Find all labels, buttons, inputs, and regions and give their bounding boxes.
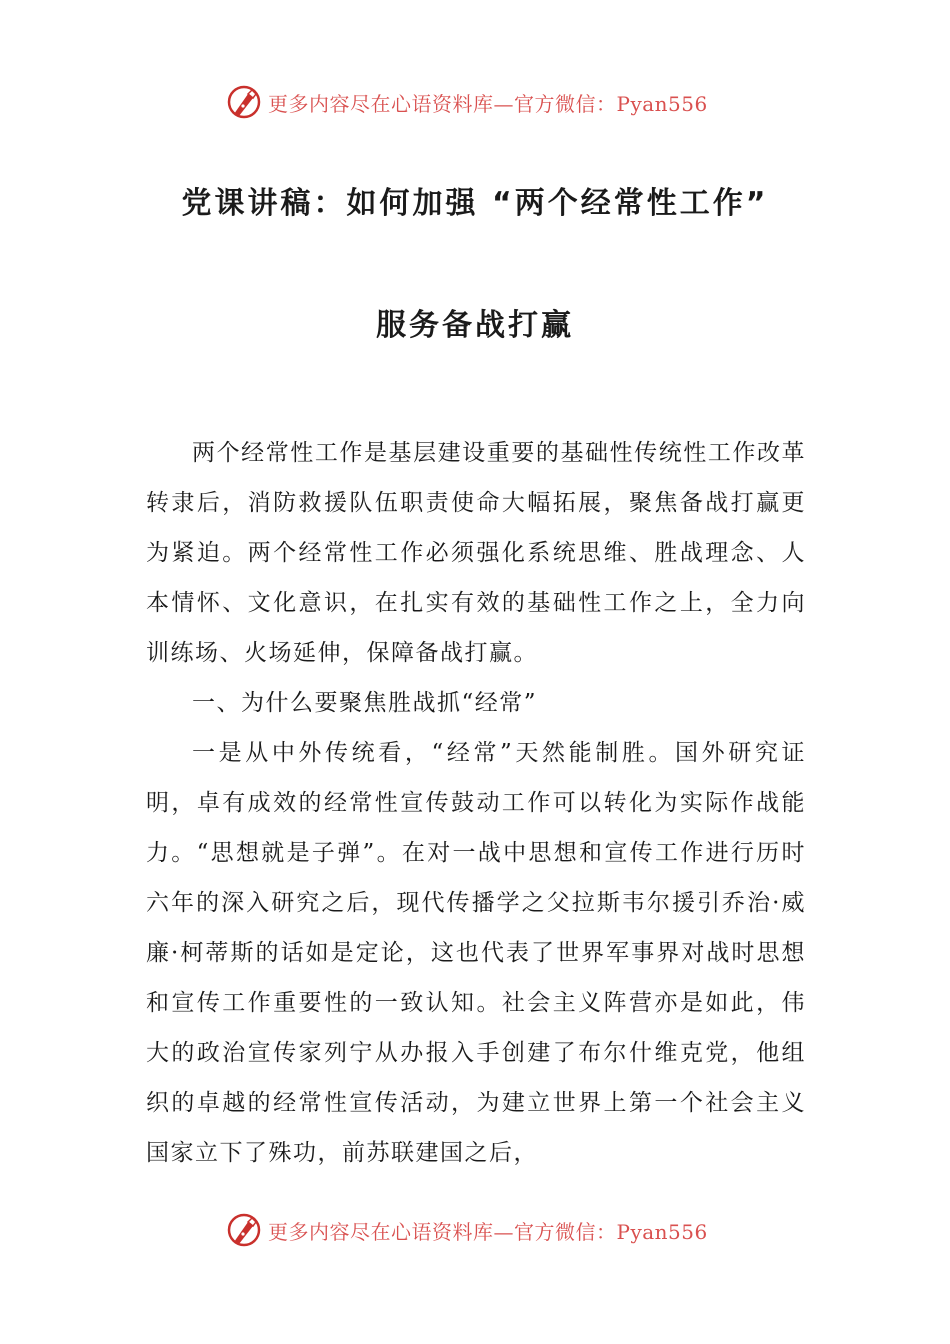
header-watermark-text: 更多内容尽在心语资料库—官方微信：Pyan556 bbox=[268, 91, 708, 116]
page-title-line2: 服务备战打赢 bbox=[376, 308, 574, 343]
footer-watermark-text: 更多内容尽在心语资料库—官方微信：Pyan556 bbox=[268, 1219, 708, 1244]
pen-nib-logo-icon bbox=[226, 84, 262, 120]
paragraph-intro: 两个经常性工作是基层建设重要的基础性传统性工作改革转隶后，消防救援队伍职责使命大幅拓展，聚焦备战打赢更为紧迫。两个经常性工作必须强化系统思维、胜战理念、人本情怀、文化意识，在扎实有效的基础性工作之上，全力向训练场、火场延伸，保障备战打赢。 bbox=[146, 440, 806, 666]
article-body bbox=[146, 428, 806, 1178]
paragraph-history: 一是从中外传统看，“经常”天然能制胜。国外研究证明，卓有成效的经常性宣传鼓动工作可以转化为实际作战能力。“思想就是子弹”。在对一战中思想和宣传工作进行历时六年的深入研究之后，现代传播学之父拉斯韦尔援引乔治·威廉·柯蒂斯的话如是定论，这也代表了世界军事界对战时思想和宣传工作重要性的一致认知。社会主义阵营亦是如此，伟大的政治宣传家列宁从办报入手创建了布尔什维克党，他组织的卓越的经常性宣传活动，为建立世界上第一个社会主义国家立下了殊功，前苏联建国之后， bbox=[146, 740, 806, 1166]
pen-nib-logo-icon bbox=[226, 1212, 262, 1248]
page-title-line1: 党课讲稿：如何加强 “两个经常性工作” bbox=[181, 186, 769, 221]
footer-watermark bbox=[226, 1210, 708, 1250]
section-heading: 一、为什么要聚焦胜战抓“经常” bbox=[192, 690, 538, 716]
header-watermark bbox=[226, 82, 708, 122]
